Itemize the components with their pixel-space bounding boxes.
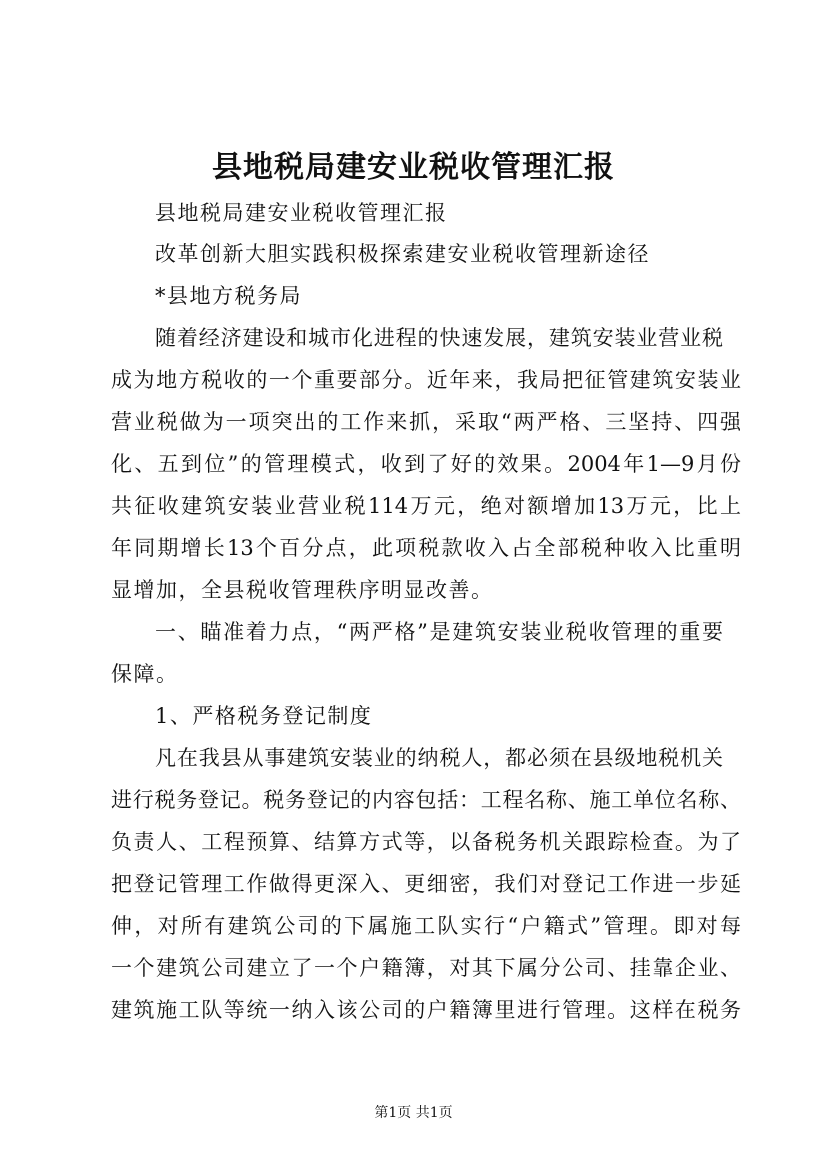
paragraph-line: 化、五到位”的管理模式，收到了好的效果。2004年1—9月份 bbox=[111, 452, 741, 476]
paragraph-line: 成为地方税收的一个重要部分。近年来，我局把征管建筑安装业 bbox=[111, 368, 741, 392]
paragraph-line: 显增加，全县税收管理秩序明显改善。 bbox=[111, 578, 494, 602]
paragraph-line: 共征收建筑安装业营业税114万元，绝对额增加13万元，比上 bbox=[111, 494, 741, 518]
paragraph-line: 建筑施工队等统一纳入该公司的户籍簿里进行管理。这样在税务 bbox=[111, 998, 741, 1022]
paragraph-line: 伸，对所有建筑公司的下属施工队实行“户籍式”管理。即对每 bbox=[111, 914, 741, 938]
page-number-footer: 第1页 共1页 bbox=[374, 1105, 453, 1121]
paragraph-line: 一个建筑公司建立了一个户籍簿，对其下属分公司、挂靠企业、 bbox=[111, 956, 741, 980]
paragraph-line: 年同期增长13个百分点，此项税款收入占全部税种收入比重明 bbox=[111, 536, 741, 560]
author-line: *县地方税务局 bbox=[155, 284, 302, 308]
paragraph-line: 凡在我县从事建筑安装业的纳税人，都必须在县级地税机关 bbox=[155, 746, 723, 770]
paragraph-line: 随着经济建设和城市化进程的快速发展，建筑安装业营业税 bbox=[155, 326, 723, 350]
section-heading-line: 保障。 bbox=[111, 662, 179, 686]
paragraph-line: 营业税做为一项突出的工作来抓，采取“两严格、三坚持、四强 bbox=[111, 410, 741, 434]
paragraph-line: 负责人、工程预算、结算方式等，以备税务机关跟踪检查。为了 bbox=[111, 830, 741, 854]
section-heading-line: 一、瞄准着力点，“两严格”是建筑安装业税收管理的重要 bbox=[155, 620, 723, 644]
slogan-line: 改革创新大胆实践积极探索建安业税收管理新途径 bbox=[155, 242, 650, 266]
subsection-heading: 1、严格税务登记制度 bbox=[155, 704, 373, 728]
paragraph-line: 进行税务登记。税务登记的内容包括：工程名称、施工单位名称、 bbox=[111, 788, 741, 812]
document-title: 县地税局建安业税收管理汇报 bbox=[212, 150, 615, 185]
paragraph-line: 把登记管理工作做得更深入、更细密，我们对登记工作进一步延 bbox=[111, 872, 741, 896]
subtitle-line: 县地税局建安业税收管理汇报 bbox=[155, 201, 448, 225]
